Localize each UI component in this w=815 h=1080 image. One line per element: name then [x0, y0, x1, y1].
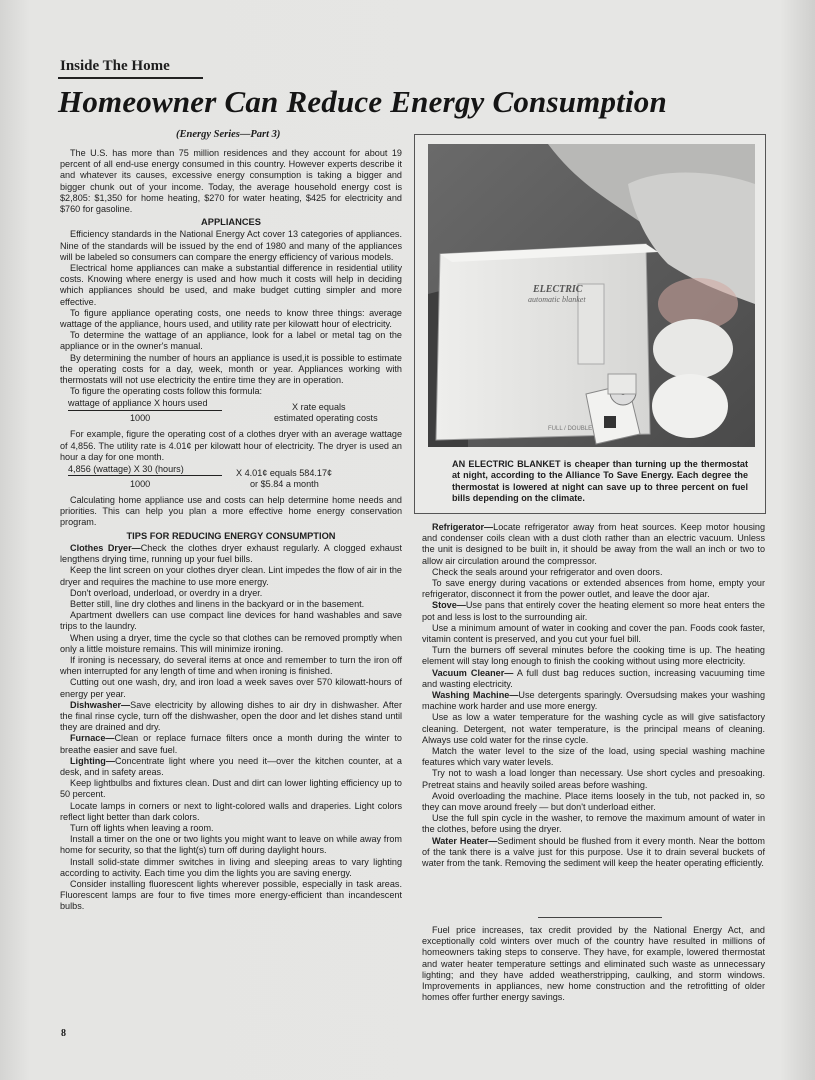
- paragraph: Calculating home appliance use and costs can help determine home needs and priorities. This can help you plan a more effective home energy conservation program.: [60, 495, 402, 528]
- paragraph: Concentrate light where you need it—over the kitchen counter, at a desk, and in safety areas.: [60, 755, 402, 777]
- paragraph: If ironing is necessary, do several items at once and remember to turn the iron off when interrupted for any length of time and when ironing is finished.: [60, 654, 402, 677]
- paragraph: Match the water level to the size of the load, using special washing machine features which vary water levels.: [422, 746, 765, 768]
- dryer-lead: Clothes Dryer—: [70, 542, 141, 553]
- paragraph: Check the seals around your refrigerator and oven doors.: [432, 566, 663, 577]
- electric-blanket-photo: [428, 144, 755, 447]
- paragraph: Save electricity by allowing dishes to air dry in dishwasher. After the final rinse cycle, turn off the dishwasher, open the door and let dishes stand until they are drained and dry.: [60, 699, 402, 733]
- photo-caption: AN ELECTRIC BLANKET is cheaper than turning up the thermostat at night, according to the Alliance To Save Energy. Each degree the thermostat is lowered at night can save up to three percent on fuel bills depending on the climate.: [452, 459, 748, 504]
- closing-column: [422, 925, 765, 1003]
- headline: Homeowner Can Reduce Energy Consumption: [58, 84, 667, 119]
- paragraph: Use a minimum amount of water in cooking and cover the pan. Foods cook faster, vitamin content is preserved, and you cut your fuel bill.: [422, 622, 765, 645]
- tips-heading: TIPS FOR REDUCING ENERGY CONSUMPTION: [126, 530, 336, 541]
- lighting-lead: Lighting—: [70, 755, 115, 766]
- paragraph: To save energy during vacations or extended absences from home, empty your refrigerator, disconnect it from the power outlet, and leave the door ajar.: [422, 578, 765, 600]
- section-label: Inside The Home: [60, 58, 170, 74]
- paragraph: When using a dryer, time the cycle so that clothes can be removed promptly when only a little moisture remains. This will minimize ironing.: [60, 632, 402, 654]
- series-label: (Energy Series—Part 3): [176, 129, 281, 140]
- paragraph: Use the full spin cycle in the washer, to remove the maximum amount of water in the clothes, before using the dryer.: [422, 813, 765, 835]
- paragraph: Check the clothes dryer exhaust regularly. A clogged exhaust lengthens drying time, running up your fuel bills.: [60, 542, 402, 565]
- water-heater-lead: Water Heater—: [432, 835, 498, 846]
- refrigerator-lead: Refrigerator—: [432, 522, 494, 532]
- paragraph: Don't overload, underload, or overdry in a dryer.: [70, 587, 263, 598]
- formula-denominator: 1000: [130, 413, 151, 424]
- paragraph: Turn the burners off several minutes before the cooking time is up. The heating element will stay long enough to finish the cooking without using more electricity.: [422, 645, 765, 667]
- formula-denominator: 1000: [130, 479, 151, 490]
- paragraph: Avoid overloading the machine. Place items loosely in the tub, not packed in, so they can move around freely — but don't underload either.: [422, 790, 765, 813]
- section-divider: [538, 917, 662, 918]
- paragraph: Apartment dwellers can use compact line devices for hand washables and save trips to the laundry.: [60, 610, 402, 632]
- page-number: 8: [61, 1028, 66, 1039]
- paragraph: Efficiency standards in the National Energy Act cover 13 categories of appliances. Nine of the standards will be issued by the end of 1980 and many of the appliances will be labeled so consumers can compare the energy efficiency of various models.: [60, 229, 402, 262]
- paragraph: To figure the operating costs follow this formula:: [70, 386, 263, 397]
- appliances-heading: APPLIANCES: [201, 217, 261, 228]
- formula-result: estimated operating costs: [274, 413, 378, 424]
- svg-text:FULL / DOUBLE: FULL / DOUBLE: [548, 426, 593, 432]
- paragraph: A full dust bag reduces suction, increasing vacuuming time and wasting electricity.: [422, 667, 765, 689]
- formula-numerator: wattage of appliance X hours used: [68, 398, 222, 410]
- formula-rate: X rate equals: [292, 402, 346, 413]
- paragraph: To figure appliance operating costs, one needs to know three things: average wattage of the appliance, hours used, and utility rate per kilowatt hour of electricity.: [60, 307, 402, 330]
- paragraph: Clean or replace furnace filters once a month during the winter to breathe easier and save fuel.: [60, 733, 402, 755]
- paragraph: Install a timer on the one or two lights you might want to leave on while away from home for security, so that the light(s) turn off during daylight hours.: [60, 834, 402, 856]
- formula-numerator: 4,856 (wattage) X 30 (hours): [68, 464, 222, 476]
- svg-text:automatic blanket: automatic blanket: [528, 295, 586, 304]
- svg-text:ELECTRIC: ELECTRIC: [533, 284, 583, 295]
- paragraph: Use as low a water temperature for the washing cycle as will give satisfactory cleaning. Detergent, not water temperature, is the principal means of cleaning. Always use cold water for the rinse cycle.: [422, 712, 765, 745]
- paragraph: Turn off lights when leaving a room.: [70, 822, 214, 833]
- paragraph: Locate lamps in corners or next to light-colored walls and draperies. Light colors reflect light better than dark colors.: [60, 800, 402, 822]
- paragraph: Keep the lint screen on your clothes dryer clean. Lint impedes the flow of air in the dryer and requires the machine to use more energy.: [60, 565, 402, 587]
- right-column: [422, 522, 765, 869]
- paragraph: Locate refrigerator away from heat sources. Keep motor housing and condenser coils clean with a dust cloth rather than an electric vacuum. Unless the unit is designed to be built in, it should be away from the wall an inch or two to allow air circulation around the compressor.: [422, 522, 765, 566]
- vacuum-lead: Vacuum Cleaner—: [432, 667, 514, 678]
- paragraph: Install solid-state dimmer switches in living and sleeping areas to vary lighting according to activity. Each time you dim the lights you are saving energy.: [60, 856, 402, 878]
- furnace-lead: Furnace—: [70, 733, 115, 744]
- paragraph: Use pans that entirely cover the heating element so more heat enters the pot and less is lost to the surrounding air.: [422, 600, 765, 622]
- paragraph: Try not to wash a load longer than necessary. Use short cycles and presoaking. Pretreat stains and heavily soiled areas before washing.: [422, 768, 765, 790]
- stove-lead: Stove—: [432, 600, 466, 611]
- example-formula: [60, 464, 402, 492]
- paragraph: Consider installing fluorescent lights wherever possible, especially in task areas. Fluorescent lamps are four to five times more energy-efficient than incandescent bulbs.: [60, 878, 402, 912]
- dishwasher-lead: Dishwasher—: [70, 699, 131, 710]
- paragraph: By determining the number of hours an appliance is used,it is possible to estimate the operating costs for a day, week, month or year. Appliances working with thermostats will not use electricity the entire time they are in operation.: [60, 352, 402, 386]
- section-rule: [58, 77, 203, 79]
- electric-blanket-image: [428, 144, 755, 447]
- cost-formula: [60, 398, 402, 426]
- formula-rate: X 4.01¢ equals 584.17¢: [236, 468, 333, 479]
- paragraph: Sediment should be flushed from it every month. Near the bottom of the tank there is a valve just for this purpose. Use it to drain several buckets of water from the tank. Removing the sediment will keep the heater operating efficiently.: [422, 835, 765, 869]
- paragraph: Electrical home appliances can make a substantial difference in residential utility costs. Knowing where energy is used and how much it costs will help in deciding which appliances should be used, and make budget cutting simpler and more effective.: [60, 263, 402, 307]
- paragraph: Cutting out one wash, dry, and iron load a week saves over 570 kilowatt-hours of energy per year.: [60, 677, 402, 699]
- paragraph: Keep lightbulbs and fixtures clean. Dust and dirt can lower lighting efficiency up to 50 percent.: [60, 778, 402, 800]
- paragraph: Use detergents sparingly. Oversudsing makes your washing machine work harder and use more energy.: [422, 690, 766, 712]
- paragraph: For example, figure the operating cost of a clothes dryer with an average wattage of 4,856. The utility rate is 4.01¢ per kilowatt hour of electricity. The dryer is used an hour a day for one month.: [60, 429, 402, 462]
- closing-paragraph: Fuel price increases, tax credit provided by the National Energy Act, and exceptionally cold winters over much of the country have resulted in millions of homeowners taking steps to conserve. They have, for example, lowered thermostat and water heater temperature settings and eliminated such waste as unnecessary lighting; and they have added weatherstripping, caulking, and storm windows. Improvements in appliances, new home construction and the retrofitting of older homes offer further energy savings.: [422, 925, 765, 1003]
- formula-result: or $5.84 a month: [250, 479, 319, 490]
- paragraph: To determine the wattage of an appliance, look for a label or metal tag on the appliance or in the owner's manual.: [60, 330, 402, 352]
- left-column: [60, 148, 402, 913]
- paragraph: Better still, line dry clothes and linens in the backyard or in the basement.: [70, 598, 365, 609]
- intro-paragraph: The U.S. has more than 75 million residences and they account for about 19 percent of all end-use energy consumed in this country. However experts describe it and whatever its causes, excessive energy consumption is taking a bigger and bigger chunk out of your income. Today, the average household energy cost is $2,805: $1,350 for home heating, $270 for water heating, $425 for electricity and $760 for gasoline.: [60, 148, 402, 215]
- washing-machine-lead: Washing Machine—: [432, 690, 519, 701]
